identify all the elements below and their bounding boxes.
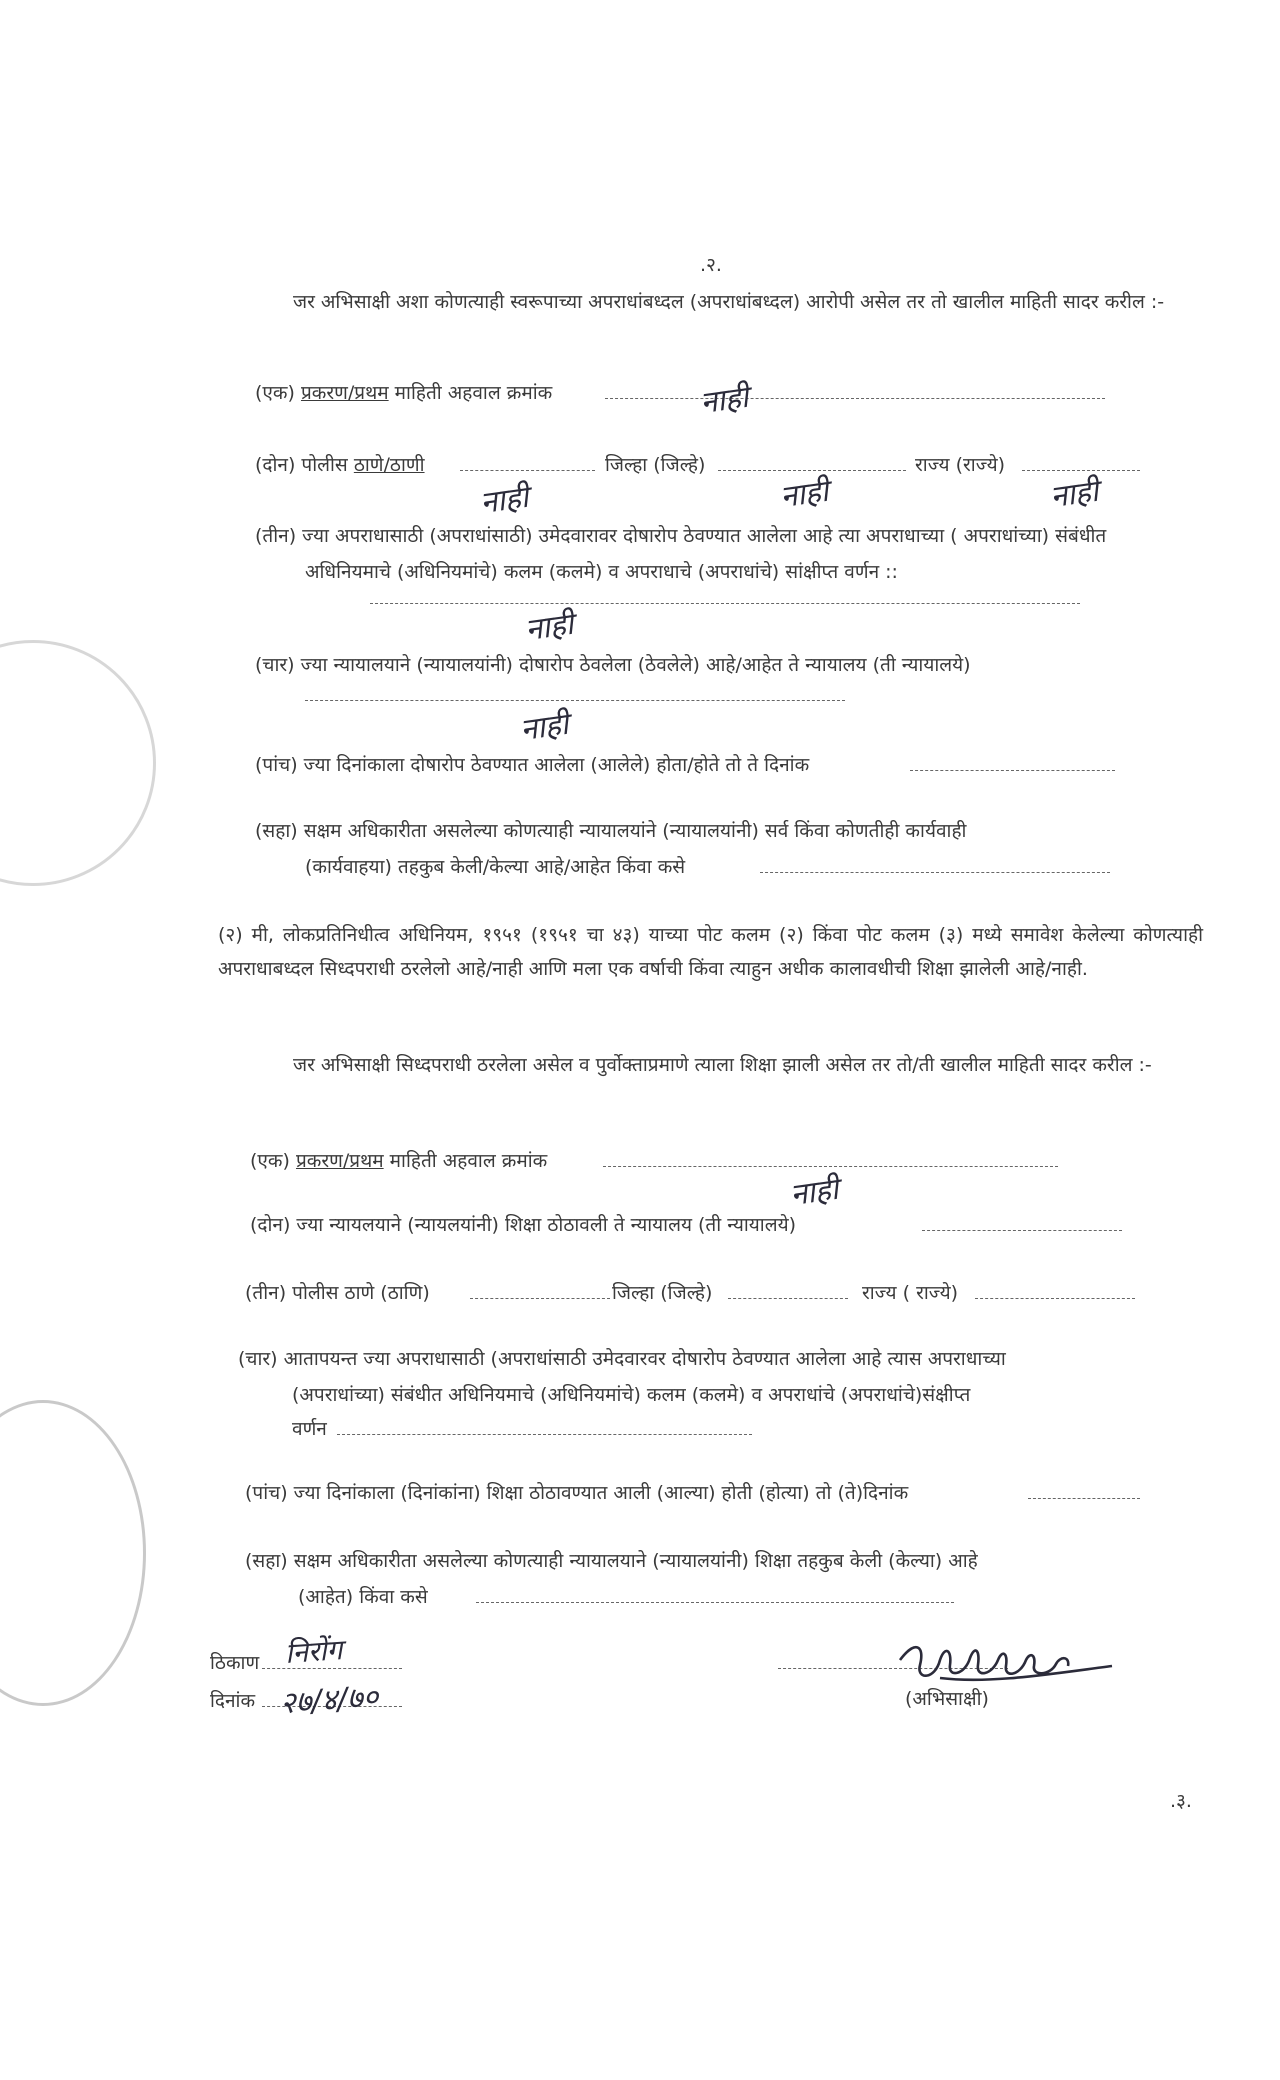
s1-item4: (चार) ज्या न्यायालयाने (न्यायालयांनी) दोषारोप ठेवलेला (ठेवलेले) आहे/आहेत ते न्यायालय (ती न्यायालये) — [255, 654, 971, 676]
handwritten-nahi-4: नाही — [1048, 473, 1101, 516]
s1-item2-blank-station — [460, 470, 595, 471]
s2-item3-blank-state — [975, 1298, 1135, 1299]
s1-item3: (तीन) ज्या अपराधासाठी (अपराधांसाठी) उमेदवारावर दोषारोप ठेवण्यात आलेला आहे त्या अपराधाच्या ( अपराधांच्या) संबंधीत अधिनियमाचे (अधिनियमांचे) कलम (कलमे) व अपराधाचे (अपराधांचे) सांक्षीप्त वर्णन :: — [255, 525, 1107, 583]
s1-item2: (दोन) पोलीस ठाणे/ठाणी — [255, 454, 425, 476]
s2-item4-line2: (अपराधांच्या) संबंधीत अधिनियमाचे (अधिनियमांचे) कलम (कलमे) व अपराधांचे (अपराधांचे)संक्षीप्त — [292, 1384, 971, 1406]
intro-paragraph-1: जर अभिसाक्षी अशा कोणत्याही स्वरूपाच्या अपराधांबध्दल (अपराधांबध्दल) आरोपी असेल तर तो खालील माहिती सादर करील :- — [293, 291, 1165, 313]
s2-item1: (एक) प्रकरण/प्रथम माहिती अहवाल क्रमांक — [250, 1150, 548, 1172]
s2-item2-blank — [922, 1230, 1122, 1231]
place-label: ठिकाण — [210, 1652, 260, 1674]
faded-stamp-bottom-left — [0, 1400, 146, 1706]
s1-item3-blank — [370, 603, 1080, 604]
s2-item5-blank — [1028, 1498, 1140, 1499]
place-handwritten: निरोंग — [283, 1633, 344, 1670]
date-label: दिनांक — [210, 1690, 256, 1712]
s1-item4-blank — [305, 700, 845, 701]
s2-item2: (दोन) ज्या न्यायलयाने (न्यायलयांनी) शिक्षा ठोठावली ते न्यायालय (ती न्यायालये) — [250, 1214, 797, 1236]
handwritten-nahi-7: नाही — [788, 1171, 841, 1214]
s1-item2-state: राज्य (राज्ये) — [915, 454, 1006, 476]
signatory-label: (अभिसाक्षी) — [905, 1688, 989, 1710]
s2-item6-line2: (आहेत) किंवा कसे — [298, 1586, 428, 1608]
faded-stamp-left — [0, 640, 156, 886]
s2-item3-blank-station — [470, 1298, 610, 1299]
s2-item6-blank — [476, 1602, 954, 1603]
handwritten-nahi-1: नाही — [698, 379, 751, 422]
s1-item5-blank — [910, 770, 1115, 771]
s2-item3-state: राज्य ( राज्ये) — [862, 1282, 959, 1304]
s1-item2-district: जिल्हा (जिल्हे) — [605, 454, 706, 476]
intro-paragraph-2: जर अभिसाक्षी सिध्दपराधी ठरलेला असेल व पुर्वोक्ताप्रमाणे त्याला शिक्षा झाली असेल तर तो/ती खालील माहिती सादर करील :- — [293, 1054, 1152, 1076]
s2-item6-line1: (सहा) सक्षम अधिकारीता असलेल्या कोणत्याही न्यायालयाने (न्यायालयांनी) शिक्षा तहकुब केली (केल्या) आहे — [245, 1550, 978, 1572]
date-handwritten: २७/४/७० — [279, 1679, 380, 1722]
handwritten-nahi-5: नाही — [523, 606, 576, 649]
page-number-bottom: .३. — [1170, 1790, 1192, 1812]
s1-item6-blank — [760, 872, 1110, 873]
s2-item4-line3: वर्णन — [292, 1418, 327, 1440]
paragraph-2: (२) मी, लोकप्रतिनिधीत्व अधिनियम, १९५१ (१९५१ चा ४३) याच्या पोट कलम (२) किंवा पोट कलम (३) मध्ये समावेश केलेल्या कोणत्याही अपराधाबध्दल सिध्दपराधी ठरलेलो आहे/नाही आणि मला एक वर्षाची किंवा त्याहुन अधीक कालावधीची शिक्षा झालेली आहे/नाही. — [218, 924, 1203, 980]
s2-item4-line1: (चार) आतापयन्त ज्या अपराधासाठी (अपराधांसाठी उमेदवारवर दोषारोप ठेवण्यात आलेला आहे त्यास अपराधाच्या — [238, 1348, 1006, 1370]
handwritten-nahi-3: नाही — [778, 473, 831, 516]
s2-item4-blank — [337, 1434, 752, 1435]
s2-item3-district: जिल्हा (जिल्हे) — [612, 1282, 713, 1304]
page-number-top: .२. — [700, 254, 722, 276]
s1-item5: (पांच) ज्या दिनांकाला दोषारोप ठेवण्यात आलेला (आलेले) होता/होते तो ते दिनांक — [255, 754, 810, 776]
handwritten-nahi-2: नाही — [478, 479, 531, 522]
handwritten-nahi-6: नाही — [518, 706, 571, 749]
s1-item6-line2: (कार्यवाहया) तहकुब केली/केल्या आहे/आहेत किंवा कसे — [305, 856, 686, 878]
s1-item1-blank — [605, 398, 1105, 399]
s2-item5: (पांच) ज्या दिनांकाला (दिनांकांना) शिक्षा ठोठावण्यात आली (आल्या) होती (होत्या) तो (ते)दिनांक — [245, 1482, 909, 1504]
s2-item3-prefix: (तीन) पोलीस ठाणे (ठाणि) — [245, 1282, 430, 1304]
s1-item1: (एक) प्रकरण/प्रथम माहिती अहवाल क्रमांक — [255, 382, 553, 404]
s1-item6-line1: (सहा) सक्षम अधिकारीता असलेल्या कोणत्याही न्यायालयांने (न्यायालयांनी) सर्व किंवा कोणतीही कार्यवाही — [255, 820, 967, 842]
s2-item3-blank-district — [728, 1298, 848, 1299]
